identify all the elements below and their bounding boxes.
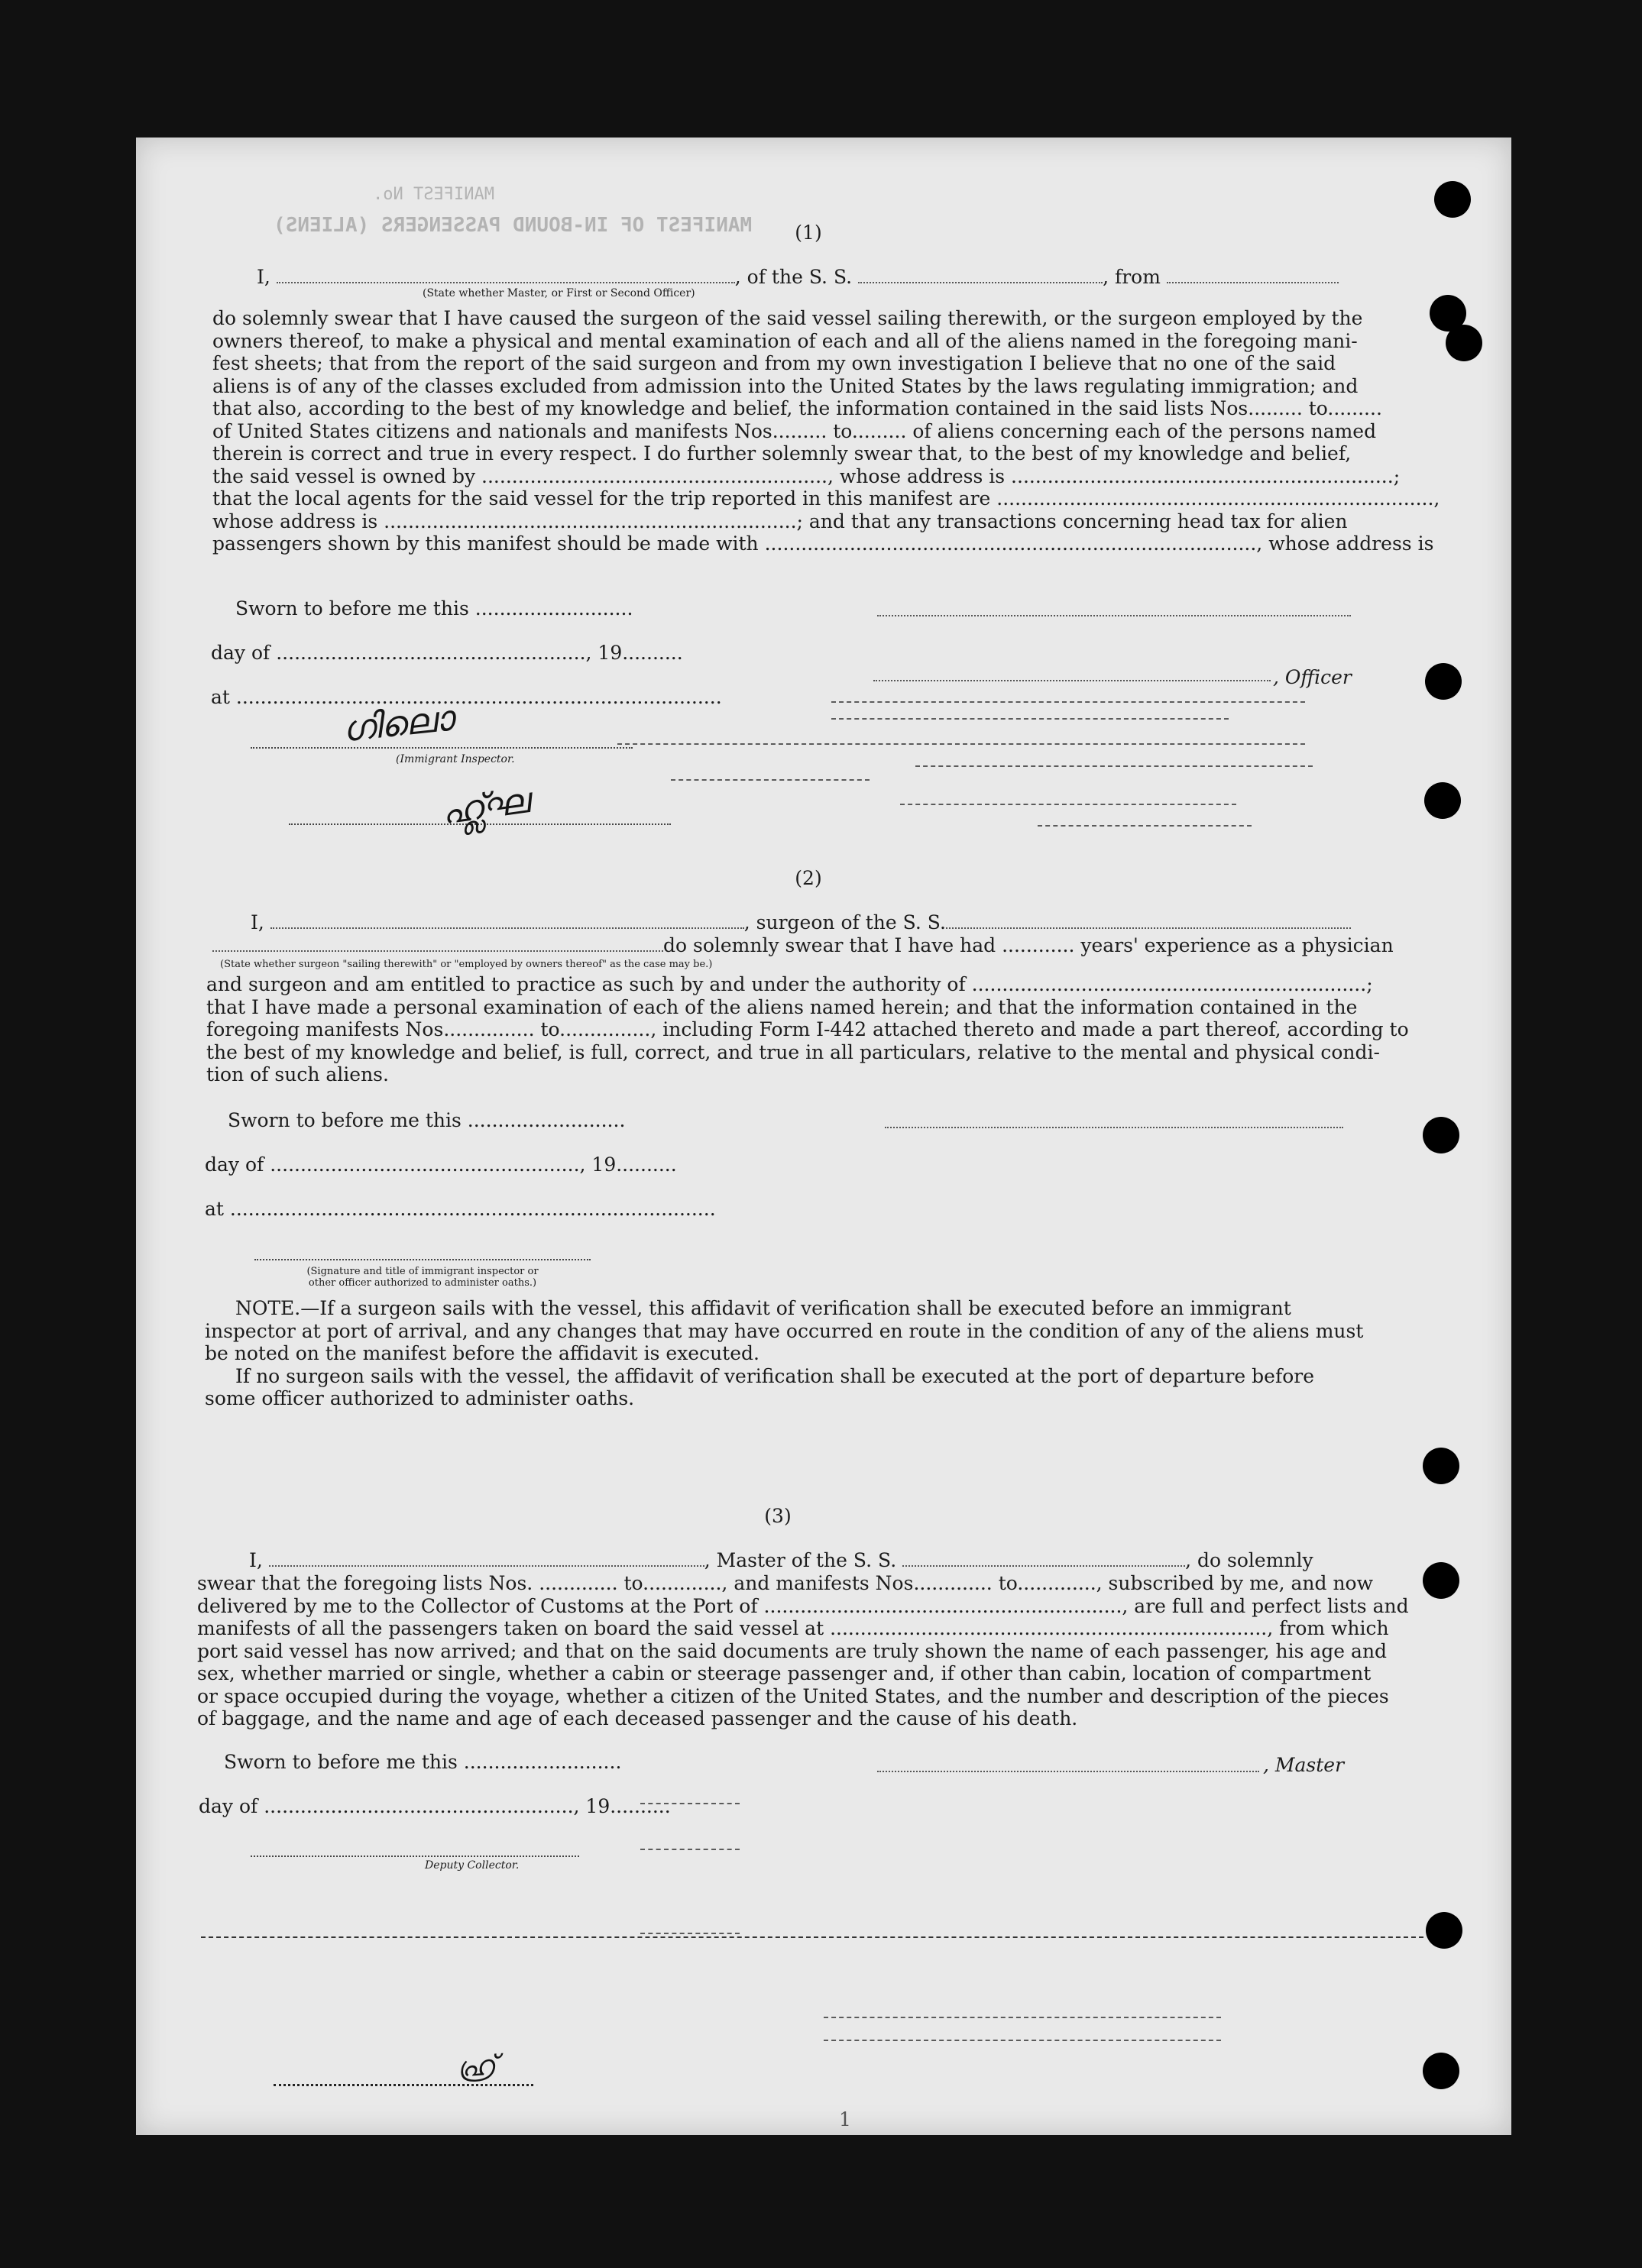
section-1-day-line: day of ..................................................., 19..........	[211, 642, 683, 664]
bleed-through-rule	[831, 718, 1229, 720]
rank-field[interactable]	[277, 282, 735, 283]
inspector-signature-line[interactable]	[251, 747, 633, 749]
section-1-sworn-line: Sworn to before me this ..........................	[235, 597, 633, 620]
section-1-signature-line-a	[877, 615, 1351, 616]
oath-line: do solemnly swear that I have caused the surgeon of the said vessel sailing therewith, or the surgeon employed by the	[212, 307, 1363, 329]
do-solemnly-label: , do solemnly	[1185, 1549, 1313, 1571]
bleed-through-rule	[915, 765, 1313, 767]
bleed-through-rule	[671, 779, 870, 781]
bleed-through-rule	[900, 804, 1236, 805]
bleed-through-rule	[824, 2017, 1221, 2018]
master-vessel-field[interactable]	[902, 1565, 1185, 1567]
vessel-label: , of the S. S.	[734, 266, 859, 288]
oath-line: aliens is of any of the classes excluded from admission into the United States by the laws regulating immigration; and	[212, 374, 1359, 397]
section-2-oath-body	[206, 973, 1429, 1086]
oath-line: tion of such aliens.	[206, 1063, 389, 1085]
oath-line: port said vessel has now arrived; and that on the said documents are truly shown the name of each passenger, his age and	[197, 1639, 1388, 1662]
oath-i-label: I,	[251, 911, 270, 933]
bottom-signature-line	[274, 2084, 533, 2086]
surgeon-type-field[interactable]	[212, 950, 663, 952]
deputy-collector-caption: Deputy Collector.	[425, 1859, 520, 1872]
master-label: , Master	[1263, 1754, 1345, 1776]
officer-label: , Officer	[1273, 666, 1352, 688]
bleed-through-header: MANIFEST OF IN-BOUND PASSENGERS (ALIENS)	[274, 214, 753, 237]
oath-i-label: I,	[257, 266, 277, 288]
bleed-through-rule	[640, 1849, 740, 1850]
oath-i-label: I,	[249, 1549, 269, 1571]
section-1-at-line: at ................................................................................	[211, 686, 722, 708]
section-3-day-line: day of ..................................................., 19..........	[199, 1795, 671, 1817]
bottom-signature-image: ഹ്ര്	[455, 2050, 497, 2084]
officer-signature-line[interactable]	[873, 680, 1271, 681]
section-3-number: (3)	[764, 1505, 792, 1527]
section-3-oath-body	[197, 1572, 1427, 1730]
section-2-second-line	[212, 934, 1394, 957]
section-2-day-line: day of ..................................................., 19..........	[205, 1153, 677, 1176]
surgeon-vessel-label: , surgeon of the S. S.	[743, 911, 946, 933]
note-line: inspector at port of arrival, and any changes that may have occurred en route in the condition of any of the aliens must	[205, 1319, 1364, 1342]
oath-line: and surgeon and am entitled to practice as such by and under the authority of .................................................................;	[206, 973, 1373, 995]
section-1-number: (1)	[795, 222, 822, 244]
punch-hole	[1426, 1912, 1462, 1949]
oath-line: foregoing manifests Nos............... to..............., including Form I-442 attached thereto and made a part thereof, according to	[206, 1018, 1409, 1040]
bleed-through-rule	[1038, 825, 1252, 827]
vessel-field[interactable]	[858, 282, 1103, 283]
punch-hole	[1424, 782, 1461, 819]
oath-line: therein is correct and true in every respect. I do further solemnly swear that, to the best of my knowledge and belief,	[212, 442, 1352, 464]
from-label: , from	[1103, 266, 1167, 288]
bleed-through-manifest-no: MANIFEST No.	[373, 185, 494, 204]
bleed-through-rule	[831, 701, 1305, 703]
punch-hole	[1434, 181, 1471, 218]
inspector-caption: (Immigrant Inspector.	[396, 753, 515, 765]
bleed-through-page-mark: 1	[839, 2108, 851, 2130]
note-line: some officer authorized to administer oaths.	[205, 1387, 635, 1409]
section-divider-rule	[201, 1936, 1423, 1938]
from-field[interactable]	[1167, 282, 1339, 283]
punch-hole	[1425, 663, 1462, 700]
section-2-number: (2)	[795, 867, 822, 889]
document-page	[136, 138, 1511, 2135]
experience-text: do solemnly swear that I have had ............ years' experience as a physician	[663, 934, 1394, 956]
master-vessel-label: , Master of the S. S.	[704, 1549, 903, 1571]
oath-line: that the local agents for the said vessel for the trip reported in this manifest are ........................................................................,	[212, 487, 1440, 510]
oath-line: manifests of all the passengers taken on board the said vessel at ........................................................................, from which	[197, 1617, 1389, 1639]
note-block	[205, 1297, 1427, 1410]
oath-line: that also, according to the best of my knowledge and belief, the information contained in the said lists Nos......... to.........	[212, 397, 1382, 419]
oath-line: the said vessel is owned by ........................................................., whose address is ...............................................................;	[212, 464, 1401, 487]
bleed-through-rule	[824, 2040, 1221, 2041]
oath-line: whose address is ....................................................................; and that any transactions concerning head tax for alien	[212, 510, 1348, 532]
note-line: If no surgeon sails with the vessel, the affidavit of verification shall be executed at the port of departure before	[235, 1364, 1314, 1387]
punch-hole	[1423, 1117, 1459, 1153]
bleed-through-rule	[640, 1933, 740, 1934]
surgeon-name-field[interactable]	[270, 927, 744, 929]
master-signature-line[interactable]	[877, 1771, 1259, 1772]
section-2-oath-line	[251, 911, 1351, 934]
oath-line: fest sheets; that from the report of the said surgeon and from my own investigation I believe that no one of the said	[212, 352, 1336, 374]
section-1-oath-body	[212, 307, 1440, 555]
oath-line: owners thereof, to make a physical and mental examination of each and all of the aliens named in the foregoing mani-	[212, 329, 1358, 352]
master-name-field[interactable]	[269, 1565, 704, 1567]
section-1-rank-caption: (State whether Master, or First or Second Officer)	[423, 287, 695, 299]
section-1-oath-line	[257, 266, 1339, 289]
bleed-through-rule	[640, 1803, 740, 1804]
surgeon-vessel-field[interactable]	[946, 927, 1351, 929]
punch-hole	[1423, 2053, 1459, 2089]
section-3-sworn-line: Sworn to before me this ..........................	[224, 1751, 622, 1773]
punch-hole	[1423, 1448, 1459, 1484]
oath-line: delivered by me to the Collector of Customs at the Port of ..........................................................., are full and perfect lists and	[197, 1594, 1409, 1617]
surgeon-signature-line[interactable]	[885, 1127, 1343, 1128]
section-2-at-line: at ................................................................................	[205, 1198, 716, 1220]
note-line: be noted on the manifest before the affidavit is executed.	[205, 1342, 759, 1364]
oath-line: of United States citizens and nationals and manifests Nos......... to......... of aliens concerning each of the persons named	[212, 419, 1377, 442]
section-2-sig-caption-1: (Signature and title of immigrant inspector or	[306, 1266, 539, 1277]
section-3-oath-line	[249, 1549, 1313, 1572]
punch-hole	[1446, 325, 1482, 361]
oath-line: or space occupied during the voyage, whether a citizen of the United States, and the number and description of the pieces	[197, 1684, 1389, 1707]
section-2-sig-caption-2: other officer authorized to administer oaths.)	[308, 1277, 537, 1289]
section-2-inspector-line[interactable]	[254, 1259, 591, 1260]
inspector-signature-image: ഗിലൊ	[340, 697, 455, 750]
bleed-through-rule	[617, 743, 1305, 745]
second-inspector-signature-image: ഹ്ല്ഘ	[439, 779, 532, 833]
oath-line: of baggage, and the name and age of each deceased passenger and the cause of his death.	[197, 1707, 1078, 1729]
section-2-sworn-line: Sworn to before me this ..........................	[228, 1109, 626, 1131]
oath-line: passengers shown by this manifest should be made with ................................................................................., whose address is	[212, 532, 1434, 555]
section-2-caption: (State whether surgeon "sailing therewith" or "employed by owners thereof" as the case may be.)	[220, 959, 713, 970]
oath-line: the best of my knowledge and belief, is full, correct, and true in all particulars, relative to the mental and physical condi-	[206, 1040, 1380, 1063]
note-line: NOTE.—If a surgeon sails with the vessel, this affidavit of verification shall be executed before an immigrant	[235, 1297, 1291, 1319]
oath-line: sex, whether married or single, whether a cabin or steerage passenger and, if other than cabin, location of compartment	[197, 1662, 1372, 1684]
oath-line: swear that the foregoing lists Nos. ............. to............., and manifests Nos............. to............., subscribed by me, and now	[197, 1572, 1373, 1594]
oath-line: that I have made a personal examination of each of the aliens named herein; and that the information contained in the	[206, 995, 1358, 1018]
punch-hole	[1423, 1562, 1459, 1599]
deputy-collector-line[interactable]	[251, 1855, 579, 1857]
